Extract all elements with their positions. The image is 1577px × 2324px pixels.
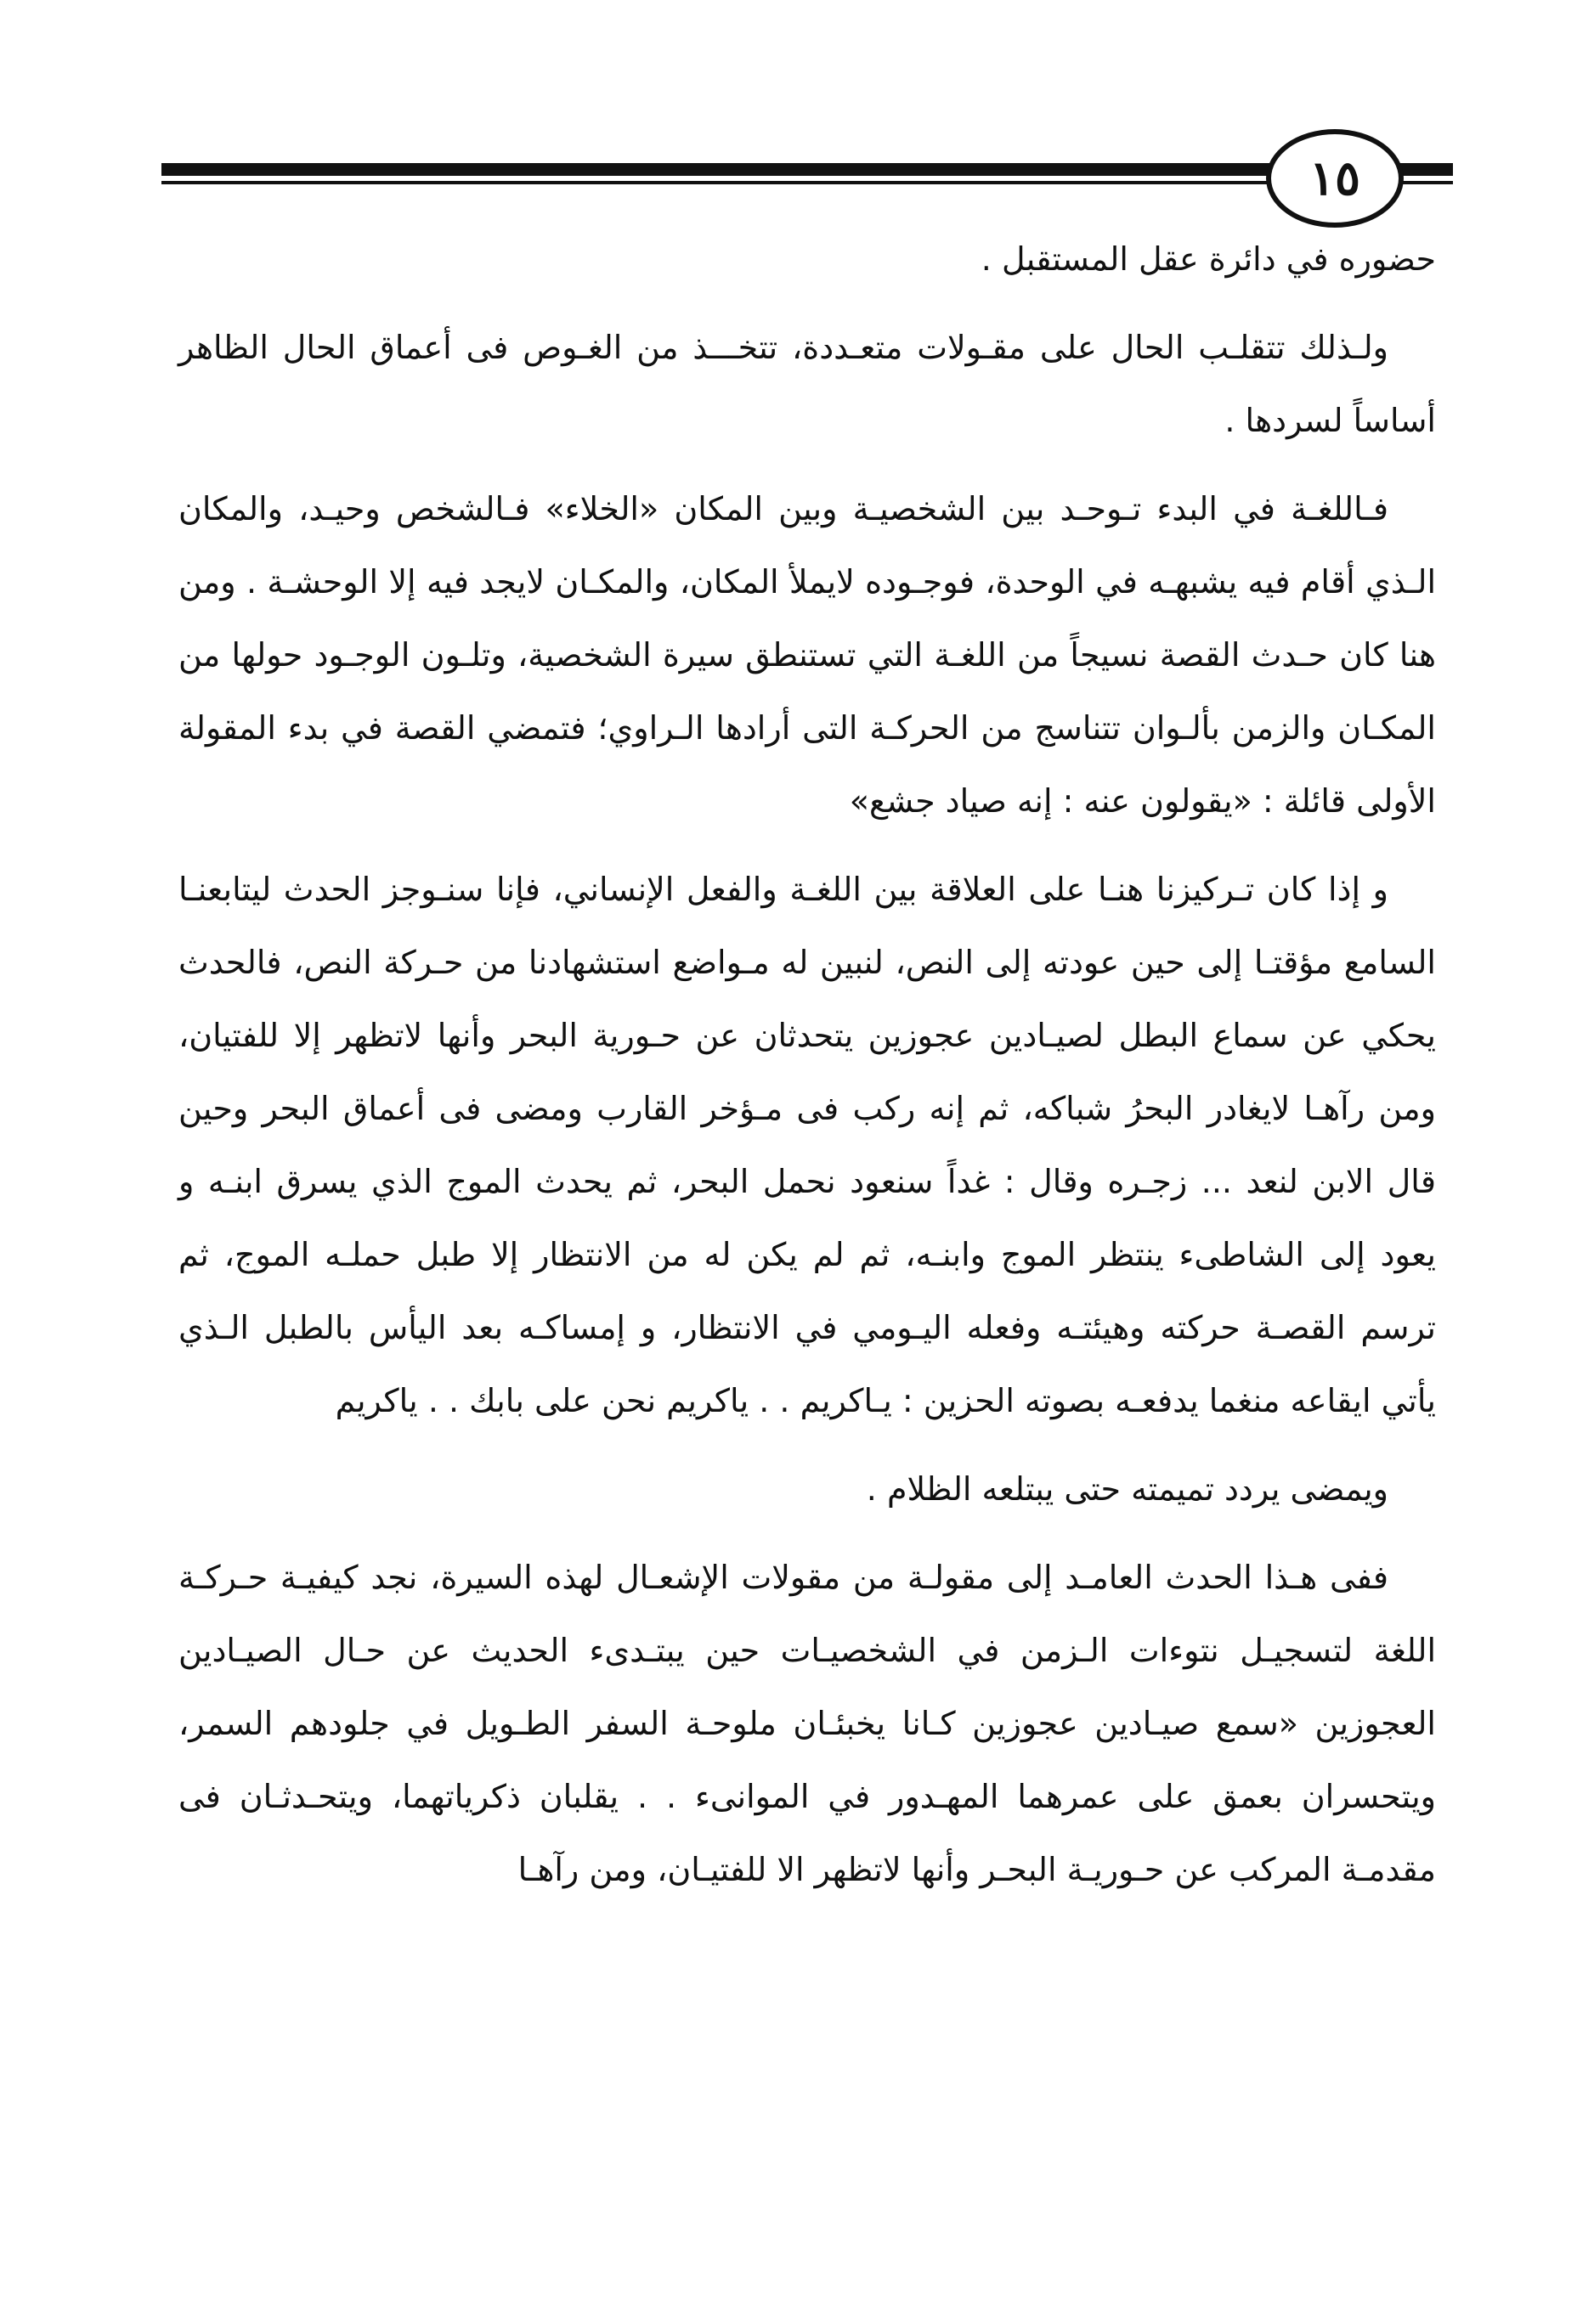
page-header bbox=[161, 127, 1453, 221]
paragraph-6: ففى هـذا الحدث العامـد إلى مقولـة من مقولات الإشعـال لهذه السيرة، نجد كيفيـة حـركـة اللغة لتسجيـل نتوءات الـزمن في الشخصيـات حين يبتـدىء الحديث عن حـال الصيـادين العجوزين «سمع صيـادين عجوزين كـانا يخبئـان ملوحـة السفر الطـويل في جلودهم السمر، ويتحسران بعمق على عمرهما المهـدور في الموانىء . . يقلبان ذكرياتهما، ويتحـدثـان فى مقدمـة المركب عن حـوريـة البحـر وأنها لاتظهر الا للفتيـان، ومن رآهـا bbox=[178, 1559, 1436, 1888]
paragraph-4: و إذا كان تـركيزنا هنـا على العلاقة بين اللغـة والفعل الإنساني، فإنا سنـوجز الحدث ليتابعنـا السامع مؤقتـا إلى حين عودته إلى النص، لنبين له مـواضع استشهادنا من حـركة النص، فالحدث يحكي عن سماع البطل لصيـادين عجوزين يتحدثان عن حـورية البحر وأنها لاتظهر إلا للفتيان، ومن رآهـا لايغادر البحرُ شباكه، ثم إنه ركب فى مـؤخر القارب ومضى فى أعماق البحر وحين قال الابن لنعد ... زجـره وقال : غداً سنعود نحمل البحر، ثم يحدث الموج الذي يسرق ابنـه و يعود إلى الشاطىء ينتظر الموج وابنـه، ثم لم يكن له من الانتظار إلا طبل حملـه الموج، ثم ترسم القصـة حركته وهيئتـه وفعله اليـومي في الانتظار، و إمساكـه بعد اليأس بالطبل الـذي يأتي ايقاعه منغما يدفعـه بصوته الحزين : يـاكريم . . ياكريم نحن على بابك . . ياكريم bbox=[178, 871, 1436, 1419]
body-text bbox=[178, 223, 1436, 1921]
paragraph-5: ويمضى يردد تميمته حتى يبتلعه الظلام . bbox=[866, 1470, 1388, 1508]
paragraph-2: ولـذلك تتقلـب الحال على مقـولات متعـددة، تتخـــذ من الغـوص فى أعماق الحال الظاهر أساساً لسردها . bbox=[178, 329, 1436, 439]
header-rule-thick bbox=[161, 163, 1453, 176]
paragraph-3: فـاللغـة في البدء تـوحـد بين الشخصيـة وبين المكان «الخلاء» فـالشخص وحيـد، والمكان الـذي أقام فيه يشبهـه في الوحدة، فوجـوده لايملأ المكان، والمكـان لايجد فيه إلا الوحشـة . ومن هنا كان حـدث القصة نسيجاً من اللغـة التي تستنطق سيرة الشخصية، وتلـون الوجـود حولها من المكـان والزمن بألـوان تتناسج من الحركـة التى أرادها الـراوي؛ فتمضي القصة في بدء المقولة الأولى قائلة : «يقولون عنه : إنه صياد جشع» bbox=[178, 490, 1436, 820]
header-rule-thin bbox=[161, 181, 1453, 184]
page-number: ١٥ bbox=[1266, 129, 1404, 228]
paragraph-1: حضوره في دائرة عقل المستقبل . bbox=[981, 240, 1436, 278]
